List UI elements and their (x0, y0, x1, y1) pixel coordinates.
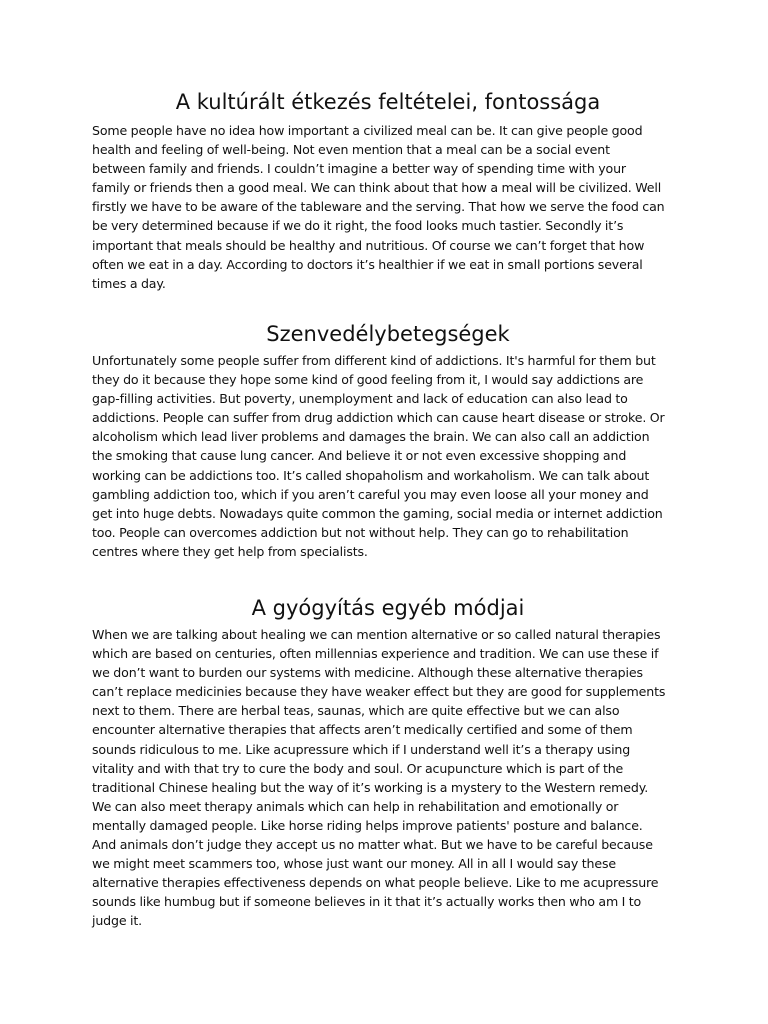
section-heading: A gyógyítás egyéb módjai (251, 596, 525, 620)
section-paragraph: Unfortunately some people suffer from different kind of addictions. It's harmful for them but they do it because they hope some kind of good feeling from it, I would say addictions are gap-filling activities. But poverty, unemployment and lack of education can also lead to addictions. People can suffer from drug addiction which can cause heart disease or stroke. Or alcoholism which lead liver problems and damages the brain. We can also call an addiction the smoking that cause lung cancer. And believe it or not even excessive shopping and working can be addictions too. It’s called shopaholism and workaholism. We can talk about gambling addiction too, which if you aren’t careful you may even loose all your money and get into huge debts. Nowadays quite common the gaming, social media or internet addiction too. People can overcomes addiction but not without help. They can go to rehabilitation centres where they get help from specialists. (92, 353, 665, 559)
section-paragraph: When we are talking about healing we can mention alternative or so called natural therapies which are based on centuries, often millennias experience and tradition. We can use these if we don’t want to burden our systems with medicine. Although these alternative therapies can’t replace medicinies because they have weaker effect but they are good for supplements next to them. There are herbal teas, saunas, which are quite effective but we can also encounter alternative therapies that affects aren’t medically certified and some of them sounds ridiculous to me. Like acupressure which if I understand well it’s a therapy using vitality and with that try to cure the body and soul. Or acupuncture which is part of the traditional Chinese healing but the way of it’s working is a mystery to the Western remedy. We can also meet therapy animals which can help in rehabilitation and emotionally or mentally damaged people. Like horse riding helps improve patients' posture and balance. And animals don’t judge they accept us no matter what. But we have to be careful because we might meet scammers too, whose just want our money. All in all I would say these alternative therapies effectiveness depends on what people believe. Like to me acupressure sounds like humbug but if someone believes in it that it’s actually works then who am I to judge it. (92, 627, 666, 929)
section-heading: Szenvedélybetegségek (266, 322, 510, 346)
section-heading: A kultúrált étkezés feltételei, fontossága (175, 90, 601, 114)
section-addictions (92, 320, 684, 561)
section-alternative-healing (92, 594, 684, 931)
section-civilized-eating (92, 88, 684, 293)
section-paragraph: Some people have no idea how important a civilized meal can be. It can give people good health and feeling of well-being. Not even mention that a meal can be a social event between family and friends. I couldn’t imagine a better way of spending time with your family or friends then a good meal. We can think about that how a meal will be civilized. Well firstly we have to be aware of the tableware and the serving. That how we serve the food can be very determined because if we do it right, the food looks much tastier. Secondly it’s important that meals should be healthy and nutritious. Of course we can’t forget that how often we eat in a day. According to doctors it’s healthier if we eat in small portions several times a day. (92, 123, 665, 291)
